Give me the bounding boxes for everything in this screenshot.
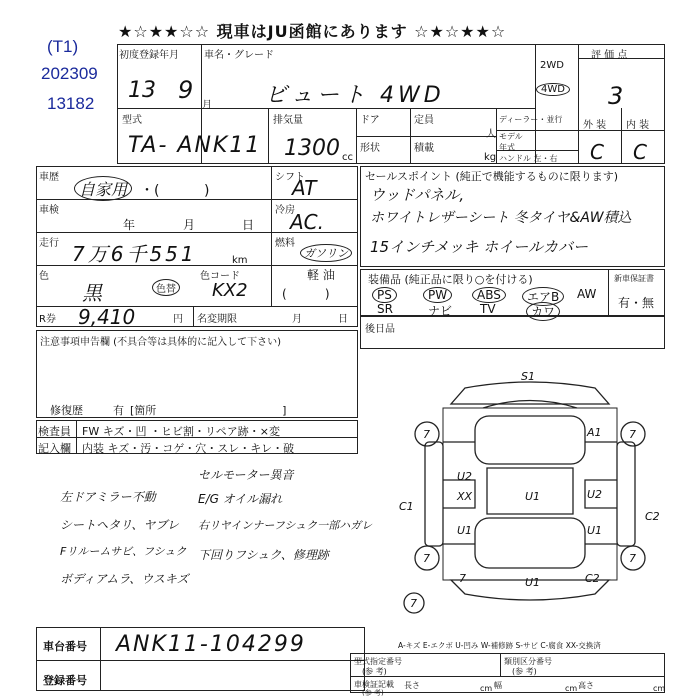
mark-7-d: 7 [629, 552, 636, 565]
shape-label: 形状 [360, 143, 380, 154]
repair-has: 有 [113, 404, 124, 417]
dealer-label: ディーラー・並行 [499, 115, 563, 124]
class-code-label: 類別区分番号 [504, 657, 552, 666]
chassis-value: ANK11-104299 [116, 632, 306, 657]
reg-month: 9 [178, 76, 194, 104]
name-change-label: 名変期限 [197, 314, 237, 325]
warranty-value: 有・無 [618, 296, 655, 310]
length-unit: cm [480, 684, 493, 693]
inspector-label: 検査員 [38, 425, 71, 438]
km-unit: km [232, 255, 248, 266]
wd2-label: 2WD [540, 60, 564, 71]
aircon-value: AC. [290, 210, 325, 234]
note-right-1: セルモーター異音 [198, 468, 294, 482]
mark-c2-bottom: C2 [585, 572, 600, 585]
displacement-label: 排気量 [273, 115, 303, 126]
warranty-label: 新車保証書 [614, 274, 654, 283]
aircon-label: 冷房 [275, 205, 295, 216]
note-right-4: 下回りフシュク、修理跡 [198, 548, 329, 562]
type-spec-label: 型式指定番号 [354, 657, 402, 666]
shift-value: AT [292, 176, 317, 200]
shift-label: シフト [275, 172, 305, 183]
equip-navi: ナビ [428, 304, 453, 318]
grade-label: 評 価 点 [591, 50, 628, 61]
id-date: 202309 [41, 64, 98, 83]
color-label: 色 [39, 271, 49, 282]
class-code-ref: (参 考) [512, 667, 537, 676]
equip-tv: TV [480, 302, 496, 316]
exterior-label: 外 装 [583, 120, 607, 131]
legend: A-キズ E-エクボ U-凹み W-補修跡 S-サビ C-腐食 XX-交換済 [398, 641, 601, 650]
history-value: 自家用 [74, 176, 132, 201]
inspector-items: FW キズ・凹 ・ヒビ割・リペア跡・×変 [82, 425, 280, 438]
car-name-label: 車名・グレード [204, 50, 274, 61]
mark-c2-right: C2 [645, 510, 660, 523]
capacity-label: 定員 [414, 115, 434, 126]
repair-location: [箇所 ] [130, 404, 287, 417]
mark-7-b: 7 [629, 428, 636, 441]
mileage-value: 7万6千551 [72, 242, 197, 266]
history-label: 車歴 [39, 172, 59, 183]
id-num: 13182 [47, 94, 95, 113]
width-label: 幅 [494, 681, 502, 690]
fuel-label: 燃料 [275, 238, 295, 249]
mark-7-a: 7 [423, 428, 430, 441]
plate-label: 登録番号 [43, 674, 87, 687]
mileage-label: 走行 [39, 238, 59, 249]
height-label: 高さ [578, 681, 594, 690]
notes-label: 注意事項申告欄 (不具合等は具体的に記入して下さい) [40, 337, 281, 348]
mark-u1-right: U1 [587, 524, 603, 537]
note-right-3: 右リヤインナーフシュク一部ハガレ [198, 519, 373, 532]
equip-pw: PW [423, 287, 452, 303]
model-code-value: TA- ANK11 [128, 133, 262, 158]
sales-line-1: ウッドパネル, [370, 186, 465, 204]
equip-airbag: エアB [522, 287, 564, 306]
mark-a1: A1 [587, 426, 602, 439]
equip-leather: カワ [526, 302, 560, 321]
fuel-value: ガソリン [300, 244, 352, 262]
load-unit: kg [484, 152, 497, 163]
size-ref: (参 考) [362, 689, 384, 697]
load-label: 積載 [414, 143, 434, 154]
note-left-4: ボディアムラ、ウスキズ [60, 572, 189, 586]
fuel-light: 軽 油 [307, 268, 335, 282]
sales-points-label: セールスポイント (純正で機能するものに限ります) [365, 170, 619, 183]
note-left-2: シートヘタリ、ヤブレ [60, 518, 179, 532]
tag: (T1) [47, 37, 79, 56]
length-label: 長さ [404, 681, 420, 690]
int-grade-value: C [633, 140, 647, 164]
equip-ps: PS [372, 287, 397, 303]
name-change-month: 月 [292, 314, 302, 325]
name-change-day: 日 [338, 314, 348, 325]
entry-label: 記入欄 [38, 442, 71, 455]
repair-history-label: 修復歴 [50, 404, 83, 417]
cc-unit: cc [342, 152, 353, 163]
wd4-label: 4WD [536, 83, 570, 96]
capacity-unit: 人 [486, 129, 496, 140]
type-spec-ref: (参 考) [362, 667, 387, 676]
color-change-label: 色替 [152, 279, 180, 296]
grade-value: 3 [608, 82, 624, 110]
banner: ★☆★★☆☆ 現車はJU函館にあります ☆★☆★★☆ [118, 22, 507, 41]
sales-line-2: ホワイトレザーシート 冬タイヤ&AW積込 [370, 210, 632, 226]
car-diagram [395, 368, 665, 620]
delivery-label: 後日品 [365, 324, 395, 335]
width-unit: cm [565, 684, 578, 693]
mark-7-c: 7 [423, 552, 430, 565]
chassis-label: 車台番号 [43, 640, 87, 653]
displacement-value: 1300 [284, 136, 340, 161]
handle-label: ハンドル 左・右 [499, 154, 558, 163]
car-name-value: ビュート 4WD [265, 83, 445, 108]
fuel-paren: ( ) [282, 287, 330, 301]
size-label: 車検証記載 [354, 680, 394, 689]
history-paren: ・( ) [140, 183, 210, 199]
mark-u1-bottom: U1 [525, 576, 541, 589]
color-code-label: 色コード [200, 271, 240, 282]
color-value: 黒 [82, 281, 102, 305]
inspection-year: 年 [123, 218, 136, 232]
equip-aw: AW [577, 287, 597, 301]
reg-year: 13 [128, 78, 156, 103]
interior-label: 内 装 [626, 120, 650, 131]
equipment-label: 装備品 (純正品に限り○を付ける) [368, 273, 533, 286]
equip-sr: SR [377, 302, 393, 316]
mark-u2-left: U2 [457, 470, 473, 483]
mark-xx: XX [457, 490, 473, 503]
model-code-label: 型式 [122, 115, 142, 126]
month-unit: 月 [202, 100, 212, 111]
entry-items: 内装 キズ・汚・コゲ・穴・スレ・キレ・破 [82, 442, 295, 455]
mark-s1: S1 [521, 370, 535, 383]
color-code-value: KX2 [212, 280, 248, 301]
mark-u2-right: U2 [587, 488, 603, 501]
yen-unit: 円 [173, 314, 183, 325]
delivery-block [360, 316, 665, 349]
note-left-3: Fリルームサビ、フシュク [60, 545, 187, 558]
mark-c1: C1 [399, 500, 414, 513]
inspection-month: 月 [183, 218, 196, 232]
mark-u1-center: U1 [525, 490, 541, 503]
doors-label: ドア [360, 115, 380, 126]
note-right-2: E/G オイル漏れ [198, 492, 283, 506]
inspection-label: 車検 [39, 205, 59, 216]
inspection-day: 日 [242, 218, 255, 232]
mark-u1-mid: U1 [457, 524, 473, 537]
model-year-label: モデル 年式 [499, 132, 523, 152]
note-left-1: 左ドアミラー不動 [60, 490, 156, 504]
mark-7-e: 7 [459, 572, 466, 585]
sales-line-3: 15インチメッキ ホイールカバー [370, 238, 588, 256]
mark-7-f: 7 [410, 597, 417, 610]
recycle-label: R券 [39, 314, 56, 325]
recycle-value: 9,410 [78, 305, 136, 329]
first-reg-label: 初度登録年月 [119, 50, 179, 61]
height-unit: cm [653, 684, 666, 693]
ext-grade-value: C [590, 140, 604, 164]
equip-abs: ABS [472, 287, 506, 303]
